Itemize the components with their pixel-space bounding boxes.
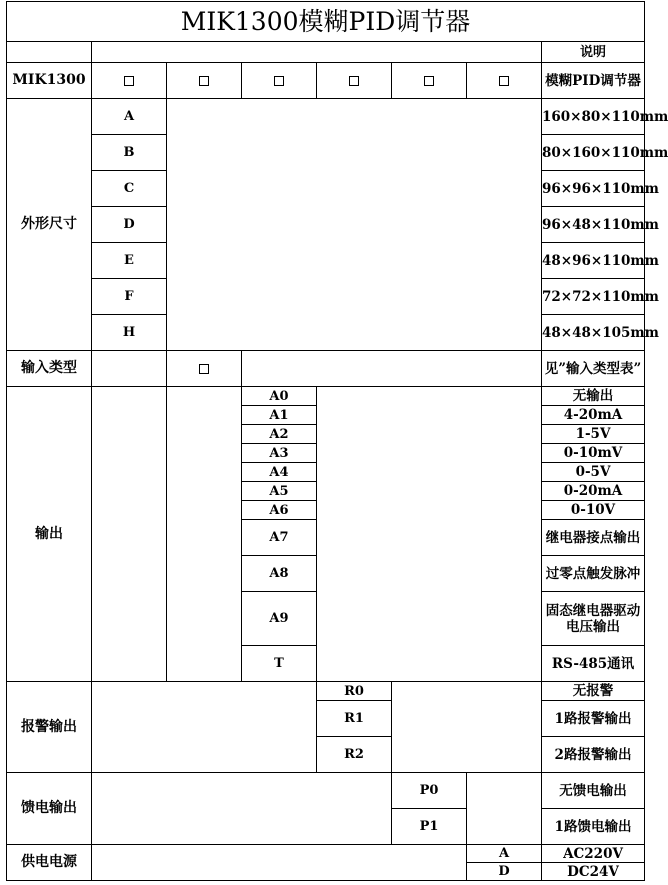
dimensions-label: 外形尺寸 xyxy=(7,99,92,351)
dimension-desc: 48×48×105mm xyxy=(542,315,645,351)
dimension-code: D xyxy=(92,207,167,243)
header-blank-wide xyxy=(92,42,542,63)
output-label: 输出 xyxy=(7,387,92,682)
dimension-code: E xyxy=(92,243,167,279)
input-blank xyxy=(92,351,167,387)
output-desc: 固态继电器驱动电压输出 xyxy=(542,592,645,646)
dimension-desc: 80×160×110mm xyxy=(542,135,645,171)
output-desc: 4-20mA xyxy=(542,406,645,425)
checkbox-square-icon xyxy=(499,76,509,86)
feed-blank-left xyxy=(92,773,392,845)
output-code: A7 xyxy=(242,520,317,556)
alarm-blank-right xyxy=(392,682,542,773)
output-desc: 0-20mA xyxy=(542,482,645,501)
power-label: 供电电源 xyxy=(7,845,92,881)
output-desc: 0-5V xyxy=(542,463,645,482)
feed-blank-right xyxy=(467,773,542,845)
model-slot-1 xyxy=(92,63,167,99)
alarm-desc: 1路报警输出 xyxy=(542,701,645,737)
dimension-code: A xyxy=(92,99,167,135)
feed-code: P1 xyxy=(392,809,467,845)
alarm-code: R0 xyxy=(317,682,392,701)
dimension-desc: 96×48×110mm xyxy=(542,207,645,243)
output-desc: 1-5V xyxy=(542,425,645,444)
output-desc: 0-10mV xyxy=(542,444,645,463)
dimensions-blank xyxy=(167,99,542,351)
model-slot-3 xyxy=(242,63,317,99)
checkbox-square-icon xyxy=(424,76,434,86)
output-code: A6 xyxy=(242,501,317,520)
checkbox-square-icon xyxy=(349,76,359,86)
output-blank-left xyxy=(92,387,167,682)
model-slot-5 xyxy=(392,63,467,99)
model-slot-6 xyxy=(467,63,542,99)
power-desc: AC220V xyxy=(542,845,645,863)
feed-desc: 1路馈电输出 xyxy=(542,809,645,845)
model-slot-4 xyxy=(317,63,392,99)
power-code: A xyxy=(467,845,542,863)
output-desc: 0-10V xyxy=(542,501,645,520)
output-code: A5 xyxy=(242,482,317,501)
input-slot xyxy=(167,351,242,387)
power-desc: DC24V xyxy=(542,863,645,881)
checkbox-square-icon xyxy=(124,76,134,86)
dimension-desc: 160×80×110mm xyxy=(542,99,645,135)
model-selection-table xyxy=(6,1,668,881)
input-type-label: 输入类型 xyxy=(7,351,92,387)
page-title: MIK1300模糊PID调节器 xyxy=(7,2,645,42)
model-label: MIK1300 xyxy=(7,63,92,99)
model-desc: 模糊PID调节器 xyxy=(542,63,645,99)
dimension-code: C xyxy=(92,171,167,207)
checkbox-square-icon xyxy=(199,364,209,374)
output-code: A0 xyxy=(242,387,317,406)
power-blank xyxy=(92,845,467,881)
desc-column-header: 说明 xyxy=(542,42,645,63)
output-code: A2 xyxy=(242,425,317,444)
alarm-blank-left xyxy=(92,682,317,773)
output-desc: RS-485通讯 xyxy=(542,646,645,682)
feed-label: 馈电输出 xyxy=(7,773,92,845)
alarm-code: R1 xyxy=(317,701,392,737)
alarm-desc: 无报警 xyxy=(542,682,645,701)
output-code: A3 xyxy=(242,444,317,463)
input-type-desc: 见”输入类型表” xyxy=(542,351,645,387)
output-code: A1 xyxy=(242,406,317,425)
output-desc: 过零点触发脉冲 xyxy=(542,556,645,592)
checkbox-square-icon xyxy=(274,76,284,86)
output-blank-right xyxy=(317,387,542,682)
input-blank-wide xyxy=(242,351,542,387)
alarm-code: R2 xyxy=(317,737,392,773)
model-slot-2 xyxy=(167,63,242,99)
output-blank-left-2 xyxy=(167,387,242,682)
dimension-code: B xyxy=(92,135,167,171)
dimension-code: F xyxy=(92,279,167,315)
feed-code: P0 xyxy=(392,773,467,809)
output-code: A8 xyxy=(242,556,317,592)
output-code: T xyxy=(242,646,317,682)
feed-desc: 无馈电输出 xyxy=(542,773,645,809)
dimension-desc: 96×96×110mm xyxy=(542,171,645,207)
output-code: A4 xyxy=(242,463,317,482)
output-desc: 继电器接点输出 xyxy=(542,520,645,556)
checkbox-square-icon xyxy=(199,76,209,86)
output-code: A9 xyxy=(242,592,317,646)
dimension-desc: 48×96×110mm xyxy=(542,243,645,279)
alarm-label: 报警输出 xyxy=(7,682,92,773)
alarm-desc: 2路报警输出 xyxy=(542,737,645,773)
power-code: D xyxy=(467,863,542,881)
dimension-code: H xyxy=(92,315,167,351)
header-blank xyxy=(7,42,92,63)
output-desc: 无输出 xyxy=(542,387,645,406)
dimension-desc: 72×72×110mm xyxy=(542,279,645,315)
